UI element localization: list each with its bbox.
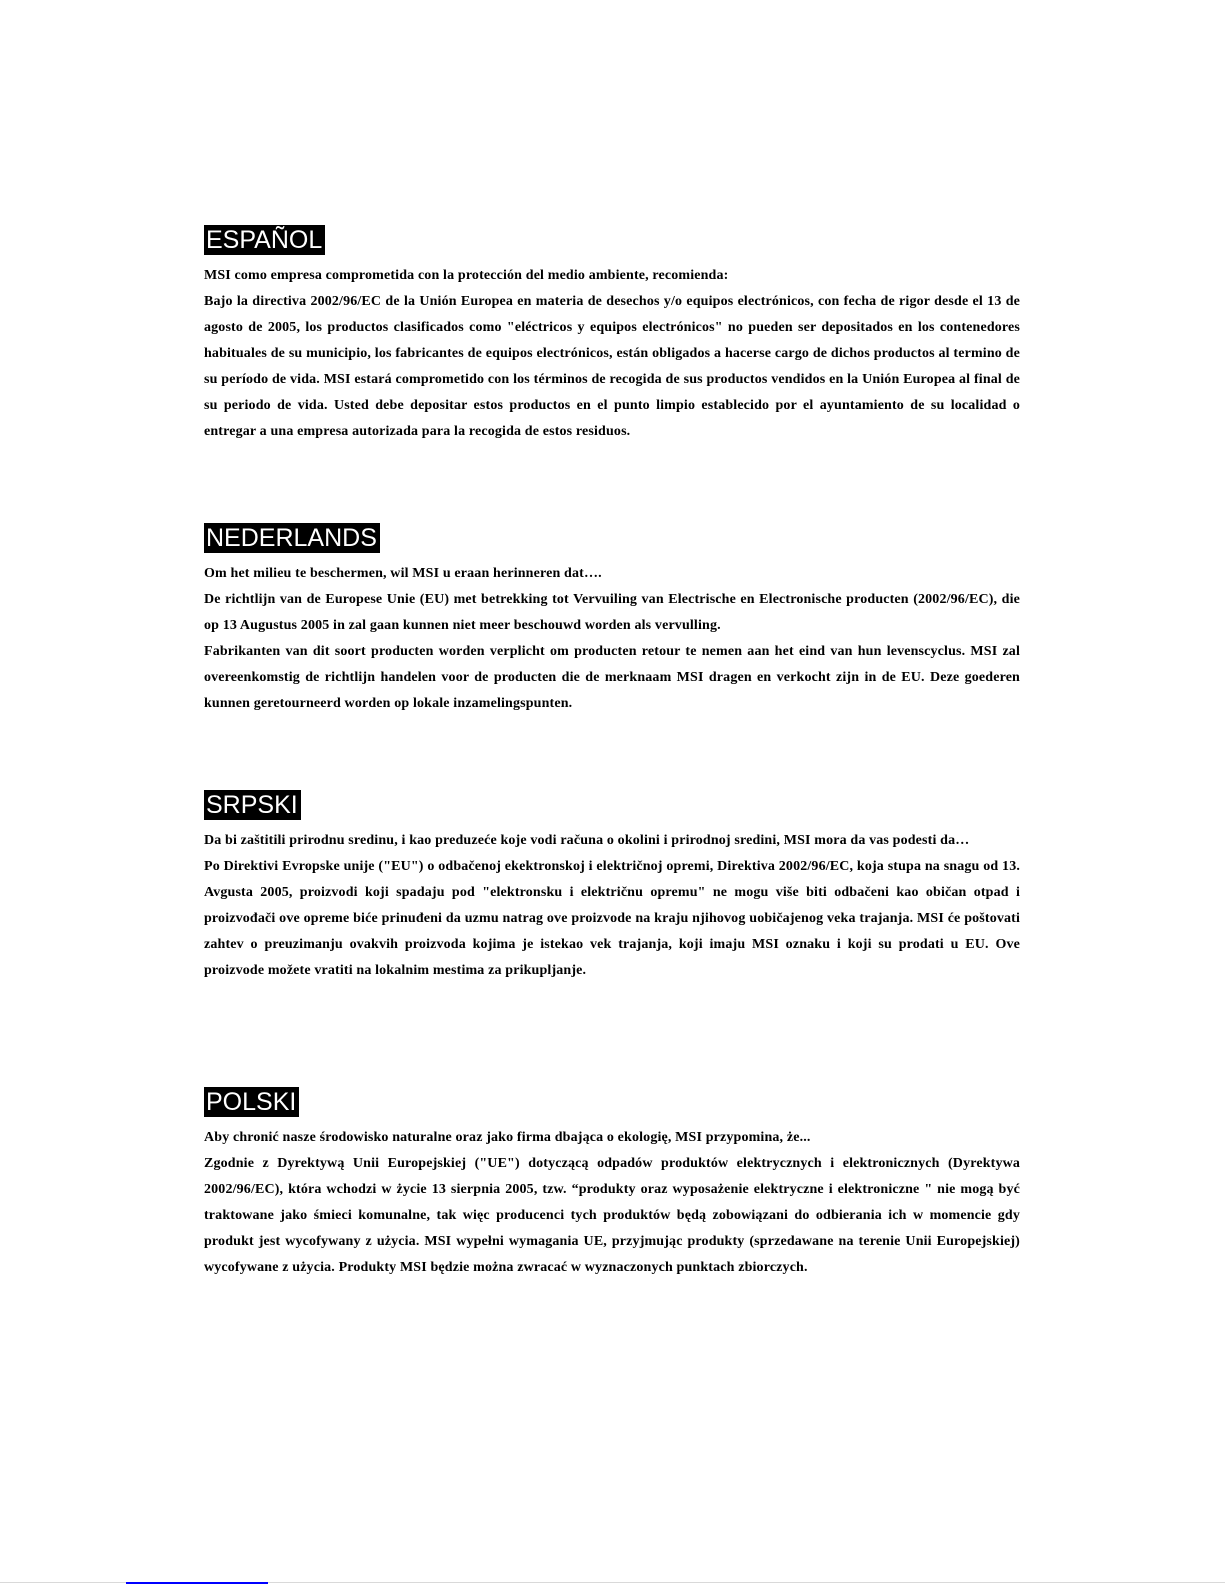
section-polski: [204, 1087, 1020, 1281]
section-espanol: [204, 225, 1020, 445]
section-heading: NEDERLANDS: [204, 523, 380, 553]
body-paragraph: Zgodnie z Dyrektywą Unii Europejskiej ("UE") dotyczącą odpadów produktów elektrycznych i elektronicznych (Dyrektywa 2002/96/EC), która wchodzi w życie 13 sierpnia 2005, tzw. “produkty oraz wyposażenie elektryczne i elektroniczne " nie mogą być traktowane jako śmieci komunalne, tak więc producenci tych produktów będą zobowiązani do odbierania ich w momencie gdy produkt jest wycofywany z użycia. MSI wypełni wymagania UE, przyjmując produkty (sprzedawane na terenie Unii Europejskiej) wycofywane z użycia. Produkty MSI będzie można zwracać w wyznaczonych punktach zbiorczych.: [204, 1156, 1020, 1275]
intro-paragraph: Aby chronić nasze środowisko naturalne oraz jako firma dbająca o ekologię, MSI przypomina, że...: [204, 1130, 811, 1145]
section-nederlands: [204, 523, 1020, 717]
body-paragraph: De richtlijn van de Europese Unie (EU) met betrekking tot Vervuiling van Electrische en Electronische producten (2002/96/EC), die op 13 Augustus 2005 in zal gaan kunnen niet meer beschouwd worden als vervulling.: [204, 592, 1020, 633]
body-paragraph: Bajo la directiva 2002/96/EC de la Unión Europea en materia de desechos y/o equipos electrónicos, con fecha de rigor desde el 13 de agosto de 2005, los productos clasificados como "eléctricos y equipos electrónicos" no pueden ser depositados en los contenedores habituales de su municipio, los fabricantes de equipos electrónicos, están obligados a hacerse cargo de dichos productos al termino de su período de vida. MSI estará comprometido con los términos de recogida de sus productos vendidos en la Unión Europea al final de su periodo de vida. Usted debe depositar estos productos en el punto limpio establecido por el ayuntamiento de su localidad o entregar a una empresa autorizada para la recogida de estos residuos.: [204, 294, 1020, 439]
intro-paragraph: MSI como empresa comprometida con la protección del medio ambiente, recomienda:: [204, 268, 729, 283]
intro-paragraph: Om het milieu te beschermen, wil MSI u eraan herinneren dat….: [204, 566, 602, 581]
section-heading: POLSKI: [204, 1087, 299, 1117]
intro-paragraph: Da bi zaštitili prirodnu sredinu, i kao preduzeće koje vodi računa o okolini i prirodnoj sredini, MSI mora da vas podesti da…: [204, 833, 970, 848]
footer-link-underline: [126, 1582, 268, 1584]
section-heading: SRPSKI: [204, 790, 301, 820]
section-heading: ESPAÑOL: [204, 225, 325, 255]
section-srpski: [204, 790, 1020, 984]
body-paragraph: Po Direktivi Evropske unije ("EU") o odbačenoj ekektronskoj i električnoj opremi, Direktiva 2002/96/EC, koja stupa na snagu od 13. Avgusta 2005, proizvodi koji spadaju pod "elektronsku i električnu opremu" ne mogu više biti odbačeni kao običan otpad i proizvođači ove opreme biće prinuđeni da uzmu natrag ove proizvode na kraju njihovog uobičajenog veka trajanja. MSI će poštovati zahtev o preuzimanju ovakvih proizvoda kojima je istekao vek trajanja, koji imaju MSI oznaku i koji su prodati u EU. Ove proizvode možete vratiti na lokalnim mestima za prikupljanje.: [204, 859, 1020, 978]
body-paragraph: Fabrikanten van dit soort producten worden verplicht om producten retour te nemen aan het eind van hun levenscyclus. MSI zal overeenkomstig de richtlijn handelen voor de producten die de merknaam MSI dragen en verkocht zijn in de EU. Deze goederen kunnen geretourneerd worden op lokale inzamelingspunten.: [204, 644, 1020, 711]
